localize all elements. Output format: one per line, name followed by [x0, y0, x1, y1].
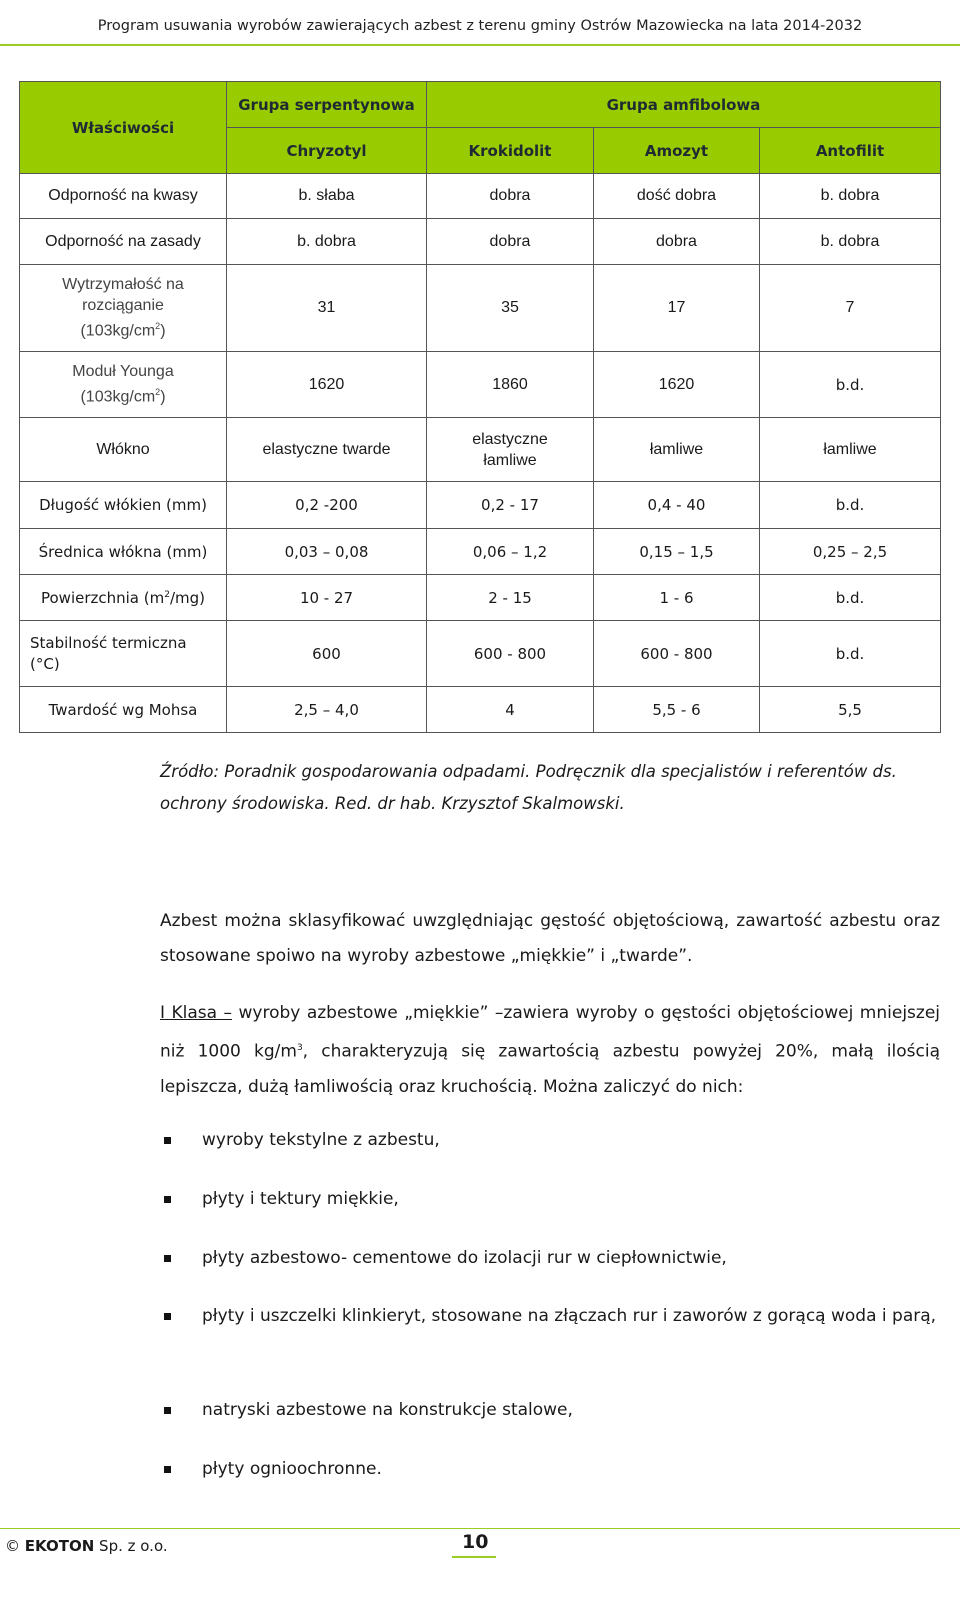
table-row — [20, 621, 941, 687]
header-serpentine-group: Grupa serpentynowa — [227, 82, 427, 128]
table-cell: b.d. — [760, 482, 941, 529]
row-label: Odporność na zasady — [20, 219, 227, 265]
table-cell: b. dobra — [227, 219, 427, 265]
table-cell: dość dobra — [594, 174, 760, 219]
table-cell: 5,5 - 6 — [594, 687, 760, 733]
list-item: natryski azbestowe na konstrukcje stalowe, — [164, 1393, 940, 1428]
table-cell: 5,5 — [760, 687, 941, 733]
list-item: płyty i uszczelki klinkieryt, stosowane na złączach rur i zaworów z gorącą woda i parą, — [164, 1299, 940, 1334]
table-cell: dobra — [427, 219, 594, 265]
table-row — [20, 265, 941, 352]
row-label: Odporność na kwasy — [20, 174, 227, 219]
table-cell: b.d. — [760, 575, 941, 621]
header-crocidolite: Krokidolit — [427, 128, 594, 174]
table-cell: 10 - 27 — [227, 575, 427, 621]
table-cell: b. dobra — [760, 219, 941, 265]
table-cell: 2 - 15 — [427, 575, 594, 621]
header-chrysotile: Chryzotyl — [227, 128, 427, 174]
row-label: Moduł Younga $(103kg/cm^2)$ — [20, 352, 227, 418]
table-row — [20, 418, 941, 482]
table-cell: b. dobra — [760, 174, 941, 219]
page-header — [0, 0, 960, 44]
table-cell: 0,2 -200 — [227, 482, 427, 529]
table-header-row — [20, 82, 941, 128]
table-cell: 0,03 – 0,08 — [227, 529, 427, 575]
table-cell: 0,4 - 40 — [594, 482, 760, 529]
square-bullet-icon — [164, 1255, 171, 1262]
header-anthophyllite: Antofilit — [760, 128, 941, 174]
table-cell: 1860 — [427, 352, 594, 418]
table-cell: 0,06 – 1,2 — [427, 529, 594, 575]
list-item: płyty azbestowo- cementowe do izolacji rur w ciepłownictwie, — [164, 1241, 940, 1276]
row-label: Powierzchnia $(m^2/mg)$ — [20, 575, 227, 621]
table-row — [20, 174, 941, 219]
row-label: Stabilność termiczna (°C) — [20, 621, 227, 687]
list-item: płyty ognioochronne. — [164, 1452, 940, 1487]
page-number: 10 — [462, 1531, 489, 1553]
table-cell: łamliwe — [594, 418, 760, 482]
square-bullet-icon — [164, 1407, 171, 1414]
table-row — [20, 219, 941, 265]
table-row — [20, 352, 941, 418]
table-cell: 1620 — [227, 352, 427, 418]
class-one-paragraph: I Klasa – wyroby azbestowe „miękkie” –zawiera wyroby o gęstości objętościowej mniejszej niż 1000 $kg/m^3$, charakteryzują się zawartością azbestu powyżej 20%, małą ilością lepiszcza, dużą łamliwością oraz kruchością. Można zaliczyć do nich: — [160, 1003, 941, 1097]
table-cell: 600 - 800 — [594, 621, 760, 687]
table-cell: 1620 — [594, 352, 760, 418]
table-row — [20, 482, 941, 529]
row-label: Twardość wg Mohsa — [20, 687, 227, 733]
table-cell: 35 — [427, 265, 594, 352]
table-cell: b.d. — [760, 621, 941, 687]
table-cell: 1 - 6 — [594, 575, 760, 621]
table-cell: 600 - 800 — [427, 621, 594, 687]
table-row — [20, 687, 941, 733]
header-amosite: Amozyt — [594, 128, 760, 174]
classification-paragraph: Azbest można sklasyfikować uwzględniając gęstość objętościową, zawartość azbestu oraz stosowane spoiwo na wyroby azbestowe „miękkie” i „twarde”. — [160, 911, 940, 966]
row-label: Średnica włókna (mm) — [20, 529, 227, 575]
table-cell: 7 — [760, 265, 941, 352]
table-cell: 0,15 – 1,5 — [594, 529, 760, 575]
table-source-note: Źródło: Poradnik gospodarowania odpadami. Podręcznik dla specjalistów i referentów ds. ochrony środowiska. Red. dr hab. Krzysztof Skalmowski. — [160, 762, 897, 813]
table-cell: dobra — [427, 174, 594, 219]
header-divider — [0, 44, 960, 46]
footer-divider — [0, 1528, 960, 1529]
footer-company: © EKOTON Sp. z o.o. — [5, 1537, 168, 1555]
page-number-underline — [452, 1556, 496, 1558]
asbestos-properties-table — [19, 81, 941, 733]
table-cell: 0,25 – 2,5 — [760, 529, 941, 575]
square-bullet-icon — [164, 1313, 171, 1320]
header-amphibole-group: Grupa amfibolowa — [427, 82, 941, 128]
row-label: Długość włókien (mm) — [20, 482, 227, 529]
table-cell: b.d. — [760, 352, 941, 418]
document-title: Program usuwania wyrobów zawierających azbest z terenu gminy Ostrów Mazowiecka na lata 2014-2032 — [97, 18, 863, 34]
table-cell: 2,5 – 4,0 — [227, 687, 427, 733]
list-item: wyroby tekstylne z azbestu, — [164, 1123, 940, 1158]
table-cell: dobra — [594, 219, 760, 265]
table-cell: elastyczne twarde — [227, 418, 427, 482]
table-cell: 0,2 - 17 — [427, 482, 594, 529]
list-item: płyty i tektury miękkie, — [164, 1182, 940, 1217]
row-label: Włókno — [20, 418, 227, 482]
copyright-icon: © — [5, 1537, 20, 1555]
table-cell: 600 — [227, 621, 427, 687]
table-cell: łamliwe — [760, 418, 941, 482]
table-row — [20, 529, 941, 575]
square-bullet-icon — [164, 1196, 171, 1203]
square-bullet-icon — [164, 1466, 171, 1473]
header-properties: Właściwości — [20, 82, 227, 174]
square-bullet-icon — [164, 1137, 171, 1144]
table-cell: 17 — [594, 265, 760, 352]
row-label: Wytrzymałość na rozciąganie $(103kg/cm^2)$ — [20, 265, 227, 352]
table-cell: elastyczne łamliwe — [427, 418, 594, 482]
class-one-label: I Klasa – — [160, 1003, 233, 1023]
table-cell: b. słaba — [227, 174, 427, 219]
table-row — [20, 575, 941, 621]
table-cell: 31 — [227, 265, 427, 352]
table-cell: 4 — [427, 687, 594, 733]
